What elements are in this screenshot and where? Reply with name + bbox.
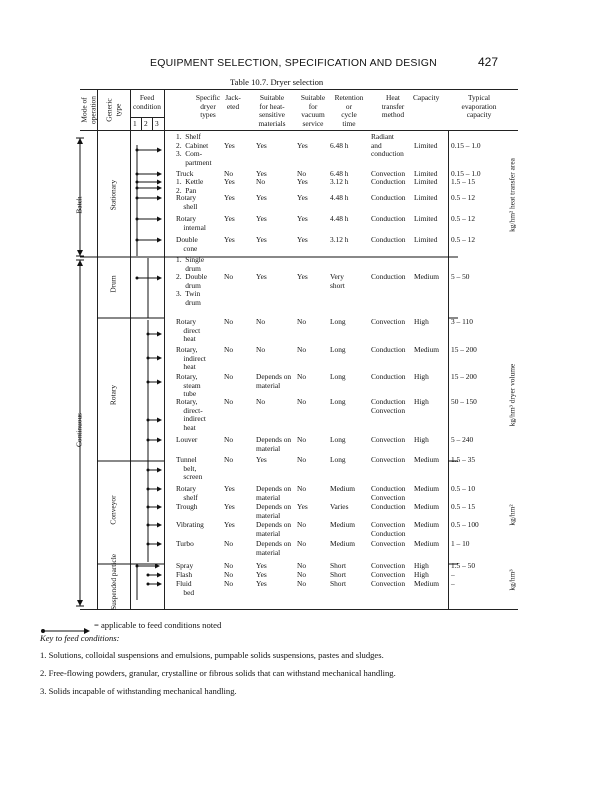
row-heat-sensitive: Yes — [256, 272, 267, 282]
row-vacuum: No — [297, 561, 307, 570]
row-vacuum: Yes — [297, 177, 308, 186]
row-vacuum: Yes — [297, 235, 308, 244]
row-specific-type: drum — [176, 280, 201, 290]
row-specific-type: heat — [176, 334, 196, 344]
key-item-2: 2. Free-flowing powders, granular, crystalline or fibrous solids that can withstand mechanical handling. — [40, 668, 396, 678]
row-specific-type: Truck — [176, 169, 194, 178]
row-capacity: Limited — [414, 177, 438, 186]
feed-arrow-head — [157, 276, 162, 281]
row-specific-type: belt, — [176, 463, 197, 473]
row-heat-transfer: Conduction — [371, 528, 406, 538]
row-retention: 4.48 h — [330, 193, 349, 202]
row-jacketed: No — [224, 272, 234, 282]
row-heat-sensitive: Yes — [256, 235, 267, 244]
row-jacketed: Yes — [224, 193, 235, 202]
col-header-vacuum: Suitable for vacuum service — [300, 93, 326, 128]
row-jacketed: Yes — [224, 214, 235, 223]
row-specific-type: 2. Pan — [176, 185, 197, 195]
row-specific-type: 2. Double — [176, 272, 207, 282]
feed-arrow-head — [157, 196, 162, 201]
row-evaporation: 15 – 200 — [451, 345, 477, 354]
row-heat-sensitive: Yes — [256, 455, 267, 464]
row-jacketed: Yes — [224, 520, 235, 529]
feed-arrow-head — [157, 523, 162, 528]
row-heat-sensitive: Depends on material — [256, 502, 292, 520]
row-vacuum: No — [297, 570, 307, 579]
col-header-feed-1: 1 — [133, 119, 137, 128]
row-specific-type: Turbo — [176, 539, 194, 548]
row-jacketed: Yes — [224, 502, 235, 511]
row-specific-type: Flash — [176, 570, 193, 579]
row-vacuum: No — [297, 520, 307, 529]
row-evaporation: 15 – 200 — [451, 372, 477, 381]
row-jacketed: Yes — [224, 177, 235, 186]
row-specific-type: heat — [176, 422, 196, 432]
row-capacity: High — [414, 435, 429, 444]
row-heat-sensitive: Depends on material — [256, 520, 292, 538]
table-caption: Table 10.7. Dryer selection — [230, 77, 324, 87]
row-heat-transfer: conduction — [371, 149, 404, 159]
row-specific-type: Tunnel — [176, 455, 197, 464]
col-header-retention: Retention or cycle time — [334, 93, 364, 128]
row-heat-sensitive: Yes — [256, 140, 267, 150]
row-evaporation: 1 – 10 — [451, 539, 470, 548]
mode-arrow-batch-head-bottom — [77, 250, 83, 256]
row-evaporation: – — [451, 579, 455, 588]
row-retention: Medium — [330, 539, 356, 548]
col-header-jacketed: Jack- eted — [225, 93, 241, 111]
feed-arrow-head — [157, 356, 162, 361]
row-jacketed: No — [224, 539, 234, 548]
row-specific-type: Rotary, — [176, 372, 198, 381]
row-retention: Long — [330, 435, 346, 444]
row-evaporation: – — [451, 570, 455, 579]
row-jacketed: No — [224, 561, 234, 570]
key-item-1: 1. Solutions, colloidal suspensions and emulsions, pumpable solids suspensions, pastes and sludges. — [40, 650, 384, 660]
row-heat-transfer: Convection — [371, 492, 406, 502]
row-heat-transfer: Convection — [371, 169, 406, 178]
feed-arrow-head — [157, 180, 162, 185]
row-specific-type: Rotary — [176, 214, 197, 223]
row-specific-type: direct — [176, 325, 201, 335]
row-specific-type: shelf — [176, 492, 198, 502]
row-retention: Medium — [330, 484, 356, 493]
row-retention: Short — [330, 570, 347, 579]
row-vacuum: No — [297, 317, 307, 326]
feed-arrow-head — [157, 380, 162, 385]
row-retention: 3.12 h — [330, 177, 349, 186]
row-capacity: Limited — [414, 235, 438, 244]
mode-arrow-continuous-head-bottom — [77, 600, 83, 606]
row-jacketed: No — [224, 455, 234, 464]
row-jacketed: No — [224, 579, 234, 588]
page-number: 427 — [478, 55, 499, 69]
row-evaporation: 5 – 240 — [451, 435, 474, 444]
row-heat-sensitive: Depends on material — [256, 539, 292, 557]
row-retention: Long — [330, 372, 346, 381]
row-retention: Long — [330, 455, 346, 464]
row-evaporation: 3 – 110 — [451, 317, 473, 326]
feed-arrow-head — [157, 238, 162, 243]
row-heat-sensitive: Depends on material — [256, 435, 292, 453]
row-jacketed: No — [224, 372, 234, 381]
row-specific-type: steam — [176, 380, 201, 390]
row-capacity: Limited — [414, 169, 438, 178]
feed-arrow-head — [157, 573, 162, 578]
feed-arrow-head — [157, 487, 162, 492]
row-heat-sensitive: Yes — [256, 214, 267, 223]
row-capacity: Medium — [414, 539, 440, 548]
row-specific-type: drum — [176, 263, 201, 273]
row-heat-transfer: Convection — [371, 539, 406, 548]
col-header-feed-3: 3 — [155, 119, 159, 128]
row-specific-type: Rotary — [176, 484, 197, 493]
row-retention: 6.48 h — [330, 169, 349, 178]
row-jacketed: No — [224, 169, 234, 178]
row-specific-type: screen — [176, 472, 203, 482]
row-vacuum: Yes — [297, 272, 308, 282]
row-jacketed: No — [224, 317, 234, 326]
feed-arrow-head — [157, 186, 162, 191]
row-evaporation: 1.5 – 15 — [451, 177, 476, 186]
row-heat-transfer: Convection — [371, 520, 406, 529]
row-specific-type: 2. Cabinet — [176, 140, 209, 150]
feed-arrow-head — [157, 418, 162, 423]
feed-arrow-head — [157, 468, 162, 473]
row-heat-transfer: Conduction — [371, 397, 406, 406]
row-jacketed: Yes — [224, 484, 235, 493]
row-evaporation: 5 – 50 — [451, 272, 470, 282]
row-heat-sensitive: No — [256, 397, 266, 406]
row-retention: Short — [330, 579, 347, 588]
row-specific-type: Louver — [176, 435, 198, 444]
row-heat-sensitive: Depends on material — [256, 484, 292, 502]
row-specific-type: Rotary — [176, 193, 197, 202]
row-evaporation: 0.5 – 12 — [451, 214, 476, 223]
row-specific-type: direct- — [176, 405, 203, 415]
row-heat-sensitive: Yes — [256, 570, 267, 579]
row-specific-type: indirect — [176, 414, 206, 424]
feed-arrow-head — [157, 217, 162, 222]
row-evaporation: 0.5 – 12 — [451, 235, 476, 244]
row-heat-transfer: Conduction — [371, 272, 406, 282]
legend-arrow-icon — [40, 622, 90, 630]
row-jacketed: No — [224, 345, 234, 354]
row-specific-type: Rotary, — [176, 397, 198, 406]
running-header: EQUIPMENT SELECTION, SPECIFICATION AND DESIGN — [150, 57, 437, 69]
row-heat-transfer: Conduction — [371, 372, 406, 381]
row-jacketed: Yes — [224, 140, 235, 150]
row-retention: Long — [330, 317, 346, 326]
row-retention: 6.48 h — [330, 140, 349, 150]
feed-arrow-head — [157, 148, 162, 153]
row-specific-type: Fluid — [176, 579, 192, 588]
key-title: Key to feed conditions: — [40, 633, 120, 643]
row-capacity: Medium — [414, 484, 440, 493]
row-heat-transfer: Conduction — [371, 484, 406, 493]
row-specific-type: indirect — [176, 353, 206, 363]
row-specific-type: 1. Single — [176, 255, 205, 264]
row-heat-sensitive: Yes — [256, 193, 267, 202]
row-jacketed: No — [224, 570, 234, 579]
row-specific-type: cone — [176, 243, 198, 253]
row-specific-type: Double — [176, 235, 198, 244]
row-vacuum: No — [297, 455, 307, 464]
row-capacity: High — [414, 317, 429, 326]
row-retention: Very short — [330, 272, 345, 290]
row-retention: 4.48 h — [330, 214, 349, 223]
row-retention: Varies — [330, 502, 349, 511]
col-header-evaporation: Typical evaporation capacity — [461, 93, 497, 120]
row-jacketed: No — [224, 397, 234, 406]
row-heat-transfer: Conduction — [371, 177, 406, 186]
legend-text: = applicable to feed conditions noted — [94, 620, 222, 630]
row-vacuum: Yes — [297, 214, 308, 223]
row-vacuum: No — [297, 539, 307, 548]
row-heat-sensitive: No — [256, 345, 266, 354]
row-specific-type: tube — [176, 389, 197, 399]
row-evaporation: 0.5 – 100 — [451, 520, 479, 529]
row-heat-transfer: Convection — [371, 405, 406, 415]
mode-arrow-continuous-head-top — [77, 260, 83, 266]
row-heat-transfer: Conduction — [371, 235, 406, 244]
row-heat-transfer: Conduction — [371, 502, 406, 511]
key-item-3: 3. Solids incapable of withstanding mechanical handling. — [40, 686, 237, 696]
row-evaporation: 1.5 – 50 — [451, 561, 476, 570]
feed-arrow-head — [157, 438, 162, 443]
row-capacity: High — [414, 372, 429, 381]
row-heat-transfer: Conduction — [371, 345, 406, 354]
col-header-heat-sensitive: Suitable for heat- sensitive materials — [258, 93, 286, 128]
row-heat-transfer: Convection — [371, 579, 406, 588]
row-vacuum: No — [297, 372, 307, 381]
row-vacuum: No — [297, 345, 307, 354]
row-specific-type: Trough — [176, 502, 198, 511]
row-heat-transfer: Convection — [371, 570, 406, 579]
row-specific-type: bed — [176, 587, 195, 597]
row-evaporation: 0.5 – 15 — [451, 502, 476, 511]
row-evaporation: 0.5 – 12 — [451, 193, 476, 202]
col-header-feed-2: 2 — [144, 119, 148, 128]
row-specific-type: 1. Kettle — [176, 177, 204, 186]
row-evaporation: 0.5 – 10 — [451, 484, 476, 493]
row-capacity: Medium — [414, 272, 440, 282]
row-specific-type: Spray — [176, 561, 194, 570]
row-capacity: Limited — [414, 140, 438, 150]
row-capacity: Limited — [414, 193, 438, 202]
row-vacuum: No — [297, 484, 307, 493]
row-retention: Long — [330, 397, 346, 406]
row-specific-type: Rotary, — [176, 345, 198, 354]
row-heat-sensitive: Depends on material — [256, 372, 292, 390]
row-retention: Short — [330, 561, 347, 570]
row-specific-type: 1. Shelf — [176, 132, 201, 141]
row-specific-type: heat — [176, 362, 196, 372]
row-jacketed: Yes — [224, 235, 235, 244]
row-evaporation: 1.5 – 35 — [451, 455, 476, 464]
row-vacuum: No — [297, 435, 307, 444]
row-heat-sensitive: No — [256, 317, 266, 326]
row-heat-transfer: Radiant — [371, 132, 394, 141]
row-capacity: Medium — [414, 520, 440, 529]
row-specific-type: Rotary — [176, 317, 197, 326]
row-specific-type: shell — [176, 201, 198, 211]
row-heat-transfer: and — [371, 140, 382, 150]
row-heat-transfer: Convection — [371, 455, 406, 464]
row-capacity: Limited — [414, 214, 438, 223]
row-capacity: Medium — [414, 579, 440, 588]
row-capacity: Medium — [414, 455, 440, 464]
row-specific-type: 3. Twin — [176, 289, 201, 299]
row-capacity: High — [414, 570, 429, 579]
row-heat-sensitive: Yes — [256, 561, 267, 570]
row-heat-transfer: Convection — [371, 435, 406, 444]
feed-arrow-head — [157, 332, 162, 337]
row-evaporation: 0.15 – 1.0 — [451, 140, 481, 150]
row-heat-transfer: Conduction — [371, 193, 406, 202]
feed-arrow-head — [157, 505, 162, 510]
row-heat-transfer: Conduction — [371, 214, 406, 223]
row-capacity: Medium — [414, 502, 440, 511]
col-header-capacity: Capacity — [413, 93, 440, 102]
row-evaporation: 50 – 150 — [451, 397, 477, 406]
row-vacuum: No — [297, 169, 307, 178]
row-evaporation: 0.15 – 1.0 — [451, 169, 481, 178]
row-jacketed: No — [224, 435, 234, 444]
row-specific-type: drum — [176, 298, 201, 307]
row-heat-transfer: Convection — [371, 317, 406, 326]
row-heat-sensitive: Yes — [256, 579, 267, 588]
row-retention: Medium — [330, 520, 356, 529]
feed-arrow-head — [157, 172, 162, 177]
row-heat-sensitive: No — [256, 177, 266, 186]
row-specific-type: internal — [176, 222, 206, 232]
row-heat-transfer: Convection — [371, 561, 406, 570]
row-vacuum: Yes — [297, 193, 308, 202]
row-capacity: Medium — [414, 345, 440, 354]
row-retention: Long — [330, 345, 346, 354]
row-vacuum: No — [297, 579, 307, 588]
row-retention: 3.12 h — [330, 235, 349, 244]
row-specific-type: partment — [176, 157, 212, 167]
row-heat-sensitive: Yes — [256, 169, 267, 178]
feed-arrow-head — [157, 582, 162, 587]
feed-arrow-head — [157, 542, 162, 547]
row-specific-type: Vibrating — [176, 520, 204, 529]
row-vacuum: Yes — [297, 502, 308, 511]
row-vacuum: Yes — [297, 140, 308, 150]
mode-arrow-batch-head-top — [77, 138, 83, 144]
col-header-feed: Feed condition — [133, 93, 161, 111]
row-capacity: High — [414, 397, 429, 406]
row-specific-type: 3. Com- — [176, 149, 203, 159]
col-header-heat-transfer: Heat transfer method — [381, 93, 405, 120]
row-capacity: High — [414, 561, 429, 570]
col-header-specific: Specific dryer types — [195, 93, 221, 120]
row-vacuum: No — [297, 397, 307, 406]
